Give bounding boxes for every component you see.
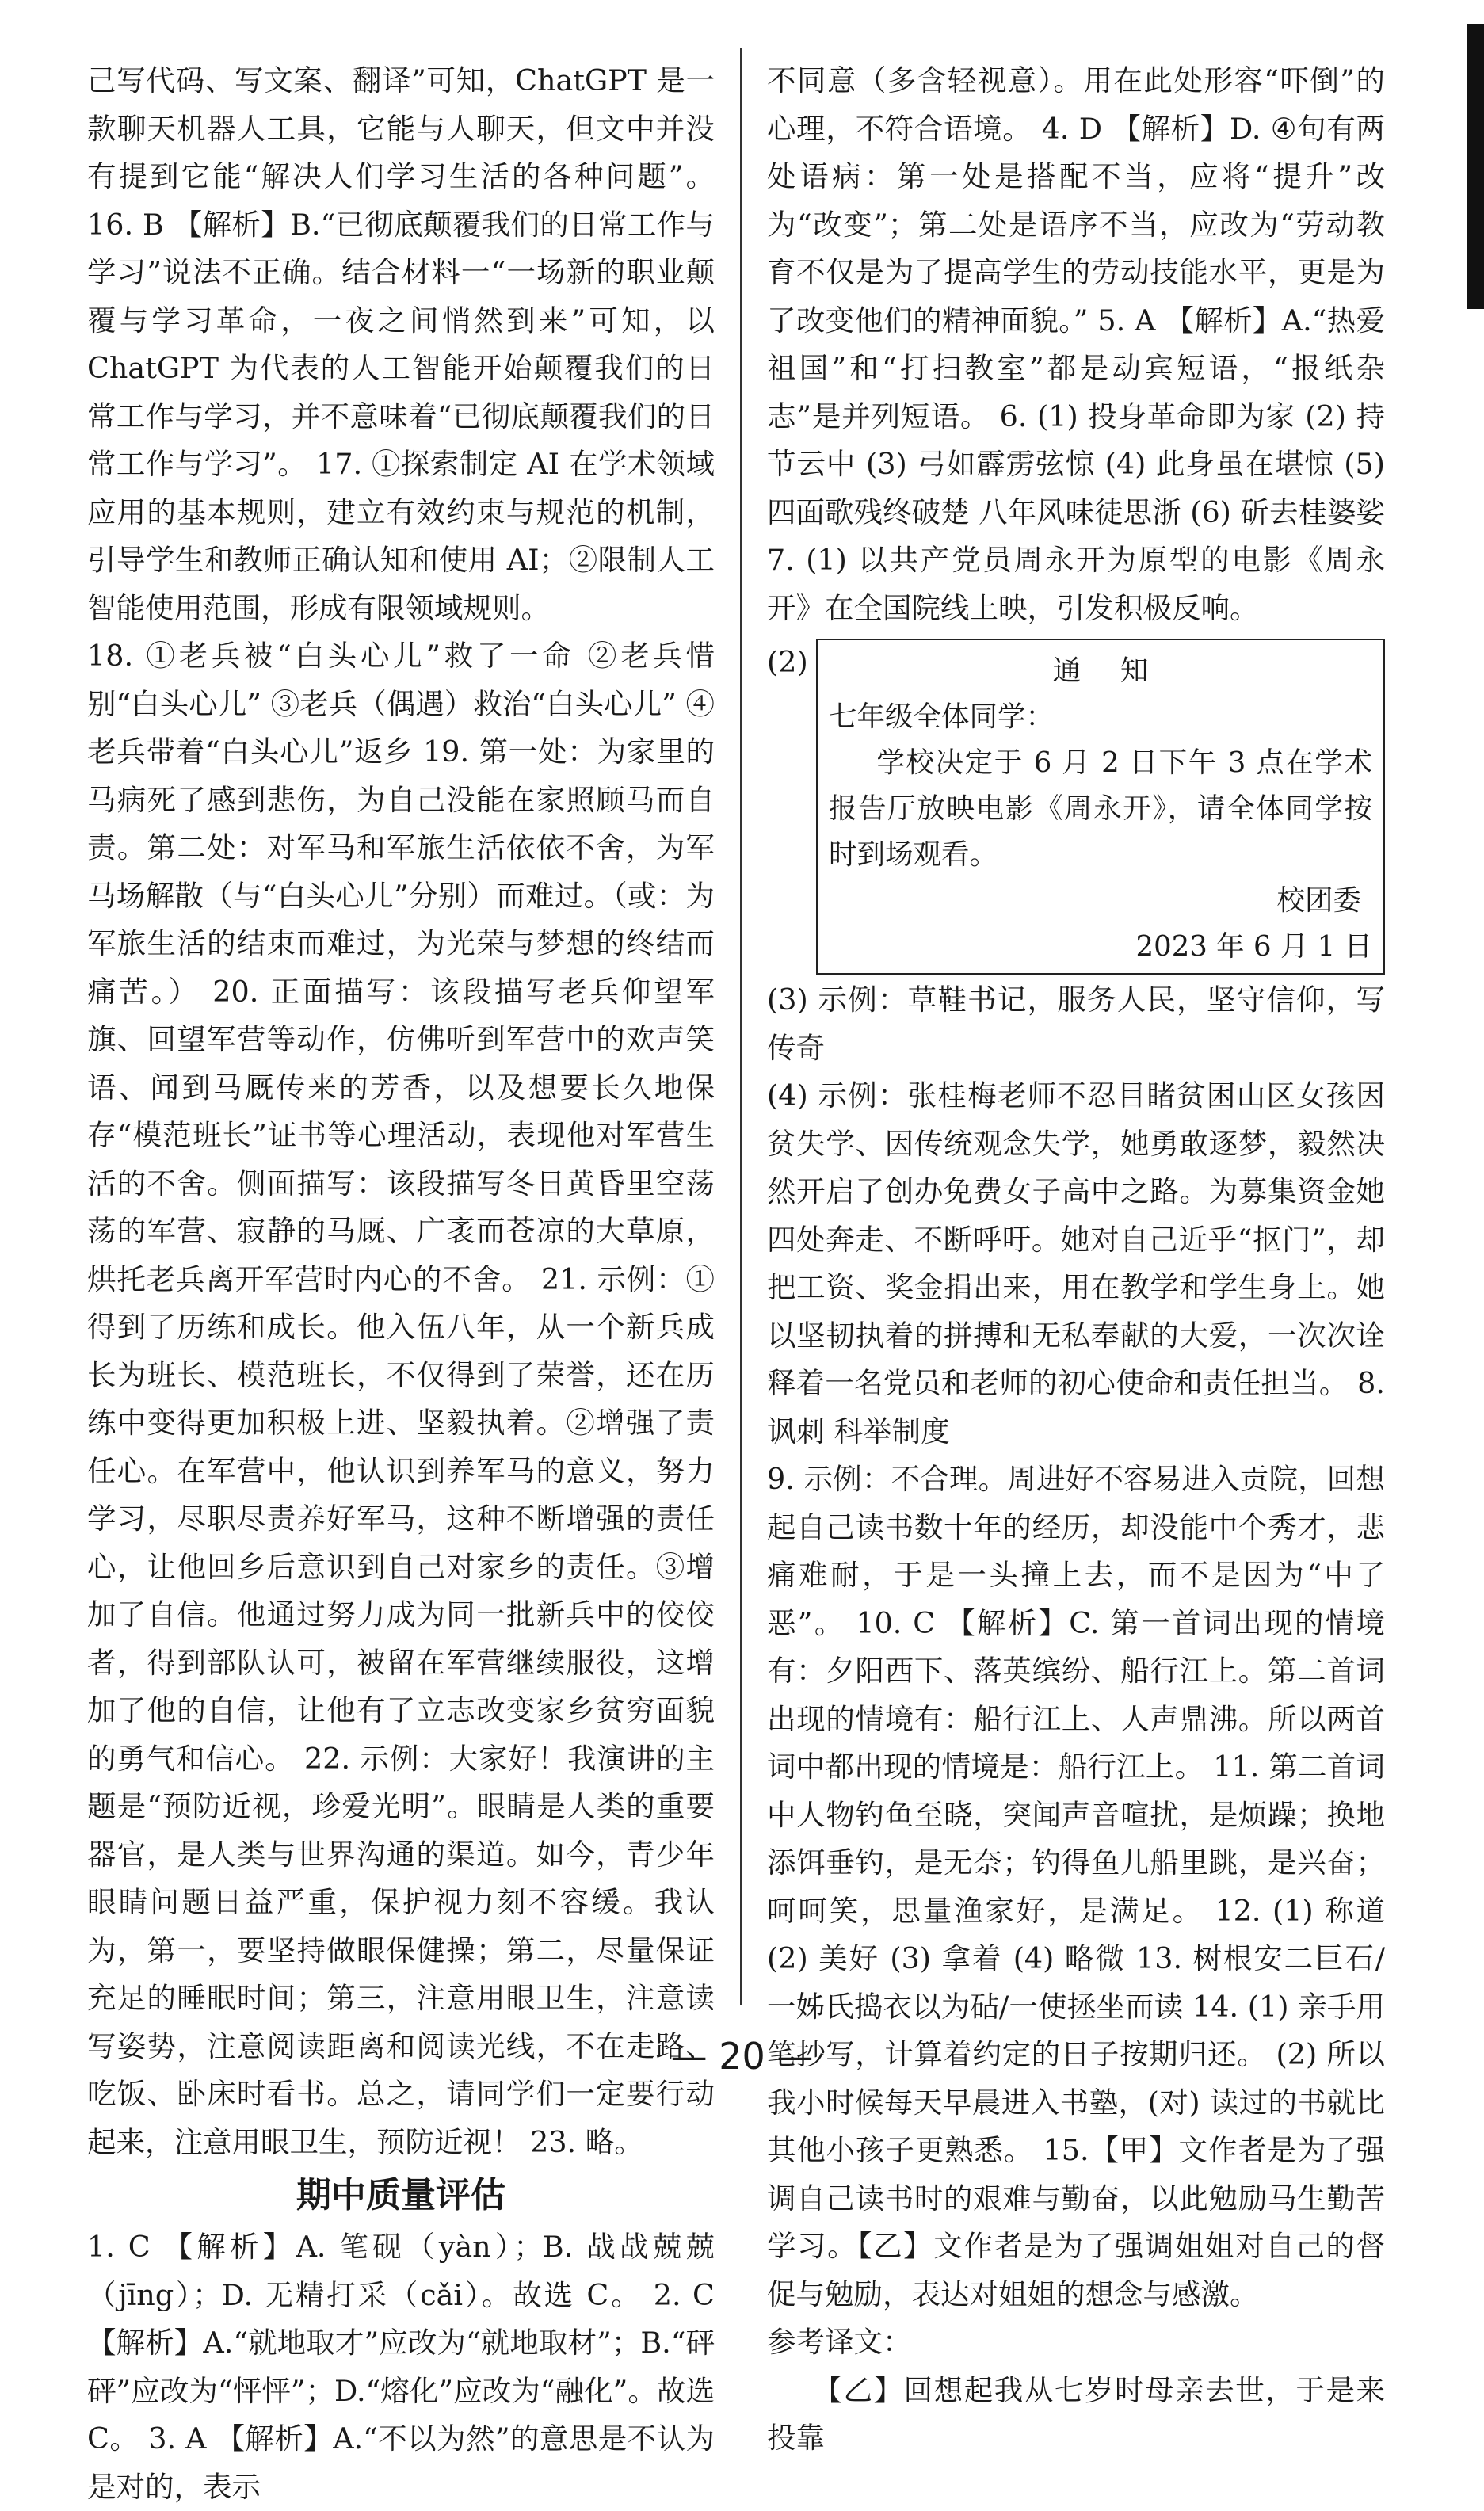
right-column — [767, 57, 1385, 2463]
notice-date: 2023 年 6 月 1 日 — [1135, 930, 1372, 963]
right-paragraph-6: 【乙】回想起我从七岁时母亲去世，于是来投靠 — [767, 2372, 1385, 2455]
left-paragraph-2: 18. ①老兵被“白头心儿”救了一命 ②老兵惜别“白头心儿” ③老兵（偶遇）救治“白头心儿” ④老兵带着“白头心儿”返乡 19. 第一处：为家里的马病死了感到悲伤，为自己没能在家照顾马而自责。第二处：对军马和军旅生活依依不舍，为军马场解散（与“白头心儿”分别）而难过。（或：为军旅生活的结束而难过，为光荣与梦想的终结而痛苦。） 20. 正面描写：该段描写老兵仰望军旗、回望军营等动作，仿佛听到军营中的欢声笑语、闻到马厩传来的芳香，以及想要长久地保存“模范班长”证书等心理活动，表现他对军营生活的不舍。侧面描写：该段描写冬日黄昏里空荡荡的军营、寂静的马厩、广袤而苍凉的大草原，烘托老兵离开军营时内心的不舍。 21. 示例：①得到了历练和成长。他入伍八年，从一个新兵成长为班长、模范班长，不仅得到了荣誉，还在历练中变得更加积极上进、坚毅执着。②增强了责任心。在军营中，他认识到养军马的意义，努力学习，尽职尽责养好军马，这种不断增强的责任心，让他回乡后意识到自己对家乡的责任。③增加了自信。他通过努力成为同一批新兵中的佼佼者，得到部队认可，被留在军营继续服役，这增加了他的自信，让他有了立志改变家乡贫穷面貌的勇气和信心。 22. 示例：大家好！我演讲的主题是“预防近视，珍爱光明”。眼睛是人类的重要器官，是人类与世界沟通的渠道。如今，青少年眼睛问题日益严重，保护视力刻不容缓。我认为，第一，要坚持做眼保健操；第二，尽量保证充足的睡眠时间；第三，注意用眼卫生，注意读写姿势，注意阅读距离和阅读光线，不在走路、吃饭、卧床时看书。总之，请同学们一定要行动起来，注意用眼卫生，预防近视！ 23. 略。 — [87, 639, 715, 2159]
section-title: 期中质量评估 — [296, 2175, 505, 2215]
notice-title: 通知 — [1052, 654, 1188, 687]
left-column — [87, 57, 715, 2511]
notice-block — [767, 639, 1385, 975]
page-number: — 20 — — [670, 2035, 814, 2078]
right-paragraph-5: 参考译文： — [767, 2325, 912, 2359]
left-paragraph-3: 1. C 【解析】A. 笔砚（yàn）；B. 战战兢兢（jīng）；D. 无精打采（cǎi）。故选 C。 2. C 【解析】A.“就地取才”应改为“就地取材”；B.“砰砰”应改为“怦怦”；D.“熔化”应改为“融化”。故选 C。 3. A 【解析】A.“不以为然”的意思是不认为是对的，表示 — [87, 2230, 715, 2504]
page-edge-bar — [1467, 24, 1484, 309]
notice-salutation: 七年级全体同学： — [829, 700, 1055, 733]
notice-body: 学校决定于 6 月 2 日下午 3 点在学术报告厅放映电影《周永开》，请全体同学按时到场观看。 — [829, 746, 1372, 871]
right-paragraph-3: (4) 示例：张桂梅老师不忍目睹贫困山区女孩因贫失学、因传统观念失学，她勇敢逐梦，毅然决然开启了创办免费女子高中之路。为募集资金她四处奔走、不断呼吁。她对自己近乎“抠门”，却把工资、奖金捐出来，用在教学和学生身上。她以坚韧执着的拼搏和无私奉献的大爱，一次次诠释着一名党员和老师的初心使命和责任担当。 8. 讽刺 科举制度 — [767, 1078, 1385, 1448]
right-paragraph-1: 不同意（多含轻视意）。用在此处形容“吓倒”的心理，不符合语境。 4. D 【解析】D. ④句有两处语病：第一处是搭配不当，应将“提升”改为“改变”；第二处是语序不当，应改为“劳动教育不仅是为了提高学生的劳动技能水平，更是为了改变他们的精神面貌。” 5. A 【解析】A.“热爱祖国”和“打扫教室”都是动宾短语，“报纸杂志”是并列短语。 6. (1) 投身革命即为家 (2) 持节云中 (3) 弓如霹雳弦惊 (4) 此身虽在堪惊 (5) 四面歌残终破楚 八年风味徒思浙 (6) 斫去桂婆娑 7. (1) 以共产党员周永开为原型的电影《周永开》在全国院线上映，引发积极反响。 — [767, 63, 1386, 625]
left-paragraph-1: 己写代码、写文案、翻译”可知，ChatGPT 是一款聊天机器人工具，它能与人聊天，但文中并没有提到它能“解决人们学习生活的各种问题”。 16. B 【解析】B.“已彻底颠覆我们的日常工作与学习”说法不正确。结合材料一“一场新的职业颠覆与学习革命，一夜之间悄然到来”可知，以 ChatGPT 为代表的人工智能开始颠覆我们的日常工作与学习，并不意味着“已彻底颠覆我们的日常工作与学习”。 17. ①探索制定 AI 在学术领域应用的基本规则，建立有效约束与规范的机制，引导学生和教师正确认知和使用 AI；②限制人工智能使用范围，形成有限领域规则。 — [87, 63, 715, 625]
notice-box — [816, 639, 1385, 975]
notice-signature: 校团委 — [1276, 884, 1361, 917]
right-paragraph-2: (3) 示例：草鞋书记，服务人民，坚守信仰，写传奇 — [767, 983, 1385, 1065]
column-divider — [740, 48, 742, 2005]
notice-label: (2) — [767, 645, 808, 679]
right-paragraph-4: 9. 示例：不合理。周进好不容易进入贡院，回想起自己读书数十年的经历，却没能中个秀才，悲痛难耐，于是一头撞上去，而不是因为“中了恶”。 10. C 【解析】C. 第一首词出现的情境有：夕阳西下、落英缤纷、船行江上。第二首词出现的情境有：船行江上、人声鼎沸。所以两首词中都出现的情境是：船行江上。 11. 第二首词中人物钓鱼至晓，突闻声音喧扰，是烦躁；换地添饵垂钓，是无奈；钓得鱼儿船里跳，是兴奋；呵呵笑，思量渔家好，是满足。 12. (1) 称道 (2) 美好 (3) 拿着 (4) 略微 13. 树根安二巨石/一姊氏捣衣以为砧/一使拯坐而读 14. (1) 亲手用笔抄写，计算着约定的日子按期归还。 (2) 所以我小时候每天早晨进入书塾，(对) 读过的书就比其他小孩子更熟悉。 15.【甲】文作者是为了强调自己读书时的艰难与勤奋，以此勉励马生勤苦学习。【乙】文作者是为了强调姐姐对自己的督促与勉励，表达对姐姐的想念与感激。 — [767, 1462, 1385, 2311]
